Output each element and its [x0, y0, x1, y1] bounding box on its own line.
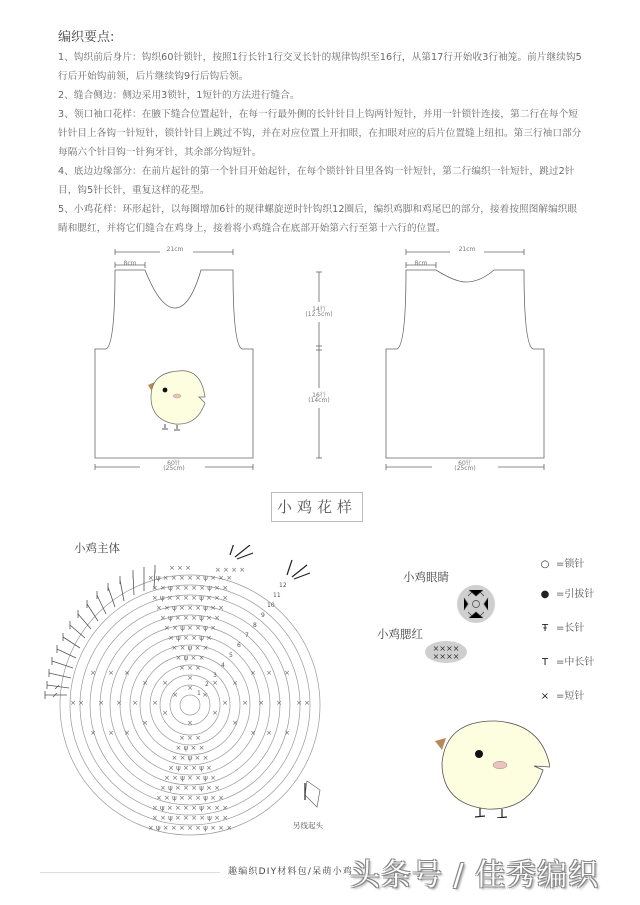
- back-bottom-stitches: 60针: [458, 460, 472, 467]
- svg-text:×: ×: [304, 699, 310, 707]
- back-piece-outline: [370, 240, 570, 480]
- spiral-stitch-chart: [35, 545, 335, 840]
- svg-text:×: ×: [250, 729, 256, 737]
- svg-text:×: ×: [162, 709, 168, 717]
- svg-text:× × ×: × × ×: [178, 734, 202, 742]
- front-shoulder-width: 8cm: [123, 260, 137, 267]
- legend-label: =引拔针: [556, 589, 595, 600]
- svg-text:×: ×: [152, 699, 158, 707]
- start-note: 另线起头: [293, 821, 323, 830]
- footer-caption: 趣编织DIY材料包/呆萌小鸡: [228, 867, 353, 877]
- svg-text:× × ψ × × × × ψ × ×: × × ψ × × × × ψ × ×: [151, 584, 229, 592]
- svg-text:×: ×: [187, 684, 193, 692]
- svg-text:×: ×: [172, 691, 178, 699]
- double-crochet-icon: Ŧ: [541, 623, 549, 634]
- back-bottom-width: (25cm): [454, 465, 476, 472]
- svg-text:×: ×: [232, 719, 238, 727]
- svg-text:×: ×: [202, 691, 208, 699]
- svg-text:× × × ×: × × × ×: [214, 566, 246, 574]
- svg-text:11: 11: [273, 592, 281, 599]
- chick-illustration-front: [148, 371, 205, 430]
- svg-text:× ψ × × × ψ × ×: × ψ × × × ψ × ×: [159, 784, 221, 792]
- legend-label: =锁针: [556, 559, 585, 570]
- svg-text:× × ψ × × ψ ×: × × ψ × × ψ ×: [164, 624, 216, 632]
- chain-stitch-icon: ○: [540, 559, 550, 570]
- front-lower-cm: (14cm): [308, 397, 330, 404]
- slip-stitch-icon: ●: [540, 589, 550, 600]
- svg-text:×: ×: [232, 679, 238, 687]
- svg-text:× ψ × × ψ ×: × ψ × × ψ ×: [168, 634, 212, 642]
- svg-text:×: ×: [284, 729, 290, 737]
- front-upper-cm: (12.5cm): [305, 311, 333, 318]
- svg-text:×: ×: [132, 699, 138, 707]
- instruction-item-3: 3、领口袖口花样：在腋下缝合位置起针，在每一行最外侧的长针针目上钩两针短针，并用一针锁针连接，第二行在每个短针针目上各钩一针短针，锁针针目上跳过不钩，并在对应位置上开扣眼，在扣眼对应的后片位置缝上纽扣。第三行袖口部分每隔六个针目钩一针狗牙针，其余部分钩短针。: [58, 109, 582, 158]
- svg-text:8: 8: [253, 622, 257, 629]
- legend-label: =短针: [556, 691, 585, 702]
- chick-cheek-chart: [424, 640, 468, 664]
- instruction-item-1: 1、钩织前后身片：钩织60针锁针，按照1行长针1行交叉长针的规律钩织至16行，从第17行开始收3行袖笼。前片继续钩5行后开始钩前领，后片继续钩9行后钩后领。: [58, 52, 582, 82]
- svg-text:×: ×: [250, 669, 256, 677]
- svg-text:×: ×: [222, 699, 228, 707]
- svg-text:×: ×: [258, 699, 264, 707]
- front-lower-rows: 16行: [312, 392, 326, 399]
- svg-text:2: 2: [205, 681, 209, 688]
- svg-text:×: ×: [108, 729, 114, 737]
- front-piece-diagram: [85, 240, 345, 480]
- svg-text:× × ψ × ×: × × ψ × ×: [171, 754, 209, 762]
- svg-text:×: ×: [98, 699, 104, 707]
- svg-text:× ψ × × × × × ψ × × ×: × ψ × × × × × ψ × × ×: [147, 824, 233, 832]
- svg-text:×: ×: [78, 699, 84, 707]
- front-piece-outline: [85, 240, 345, 480]
- svg-text:7: 7: [245, 632, 249, 639]
- back-shoulder-width: 8cm: [414, 260, 428, 267]
- svg-text:×: ×: [108, 669, 114, 677]
- legend-label: =长针: [556, 623, 585, 634]
- pattern-section-title: 小鸡花样: [271, 492, 363, 522]
- svg-text:×: ×: [187, 674, 193, 682]
- svg-text:4: 4: [221, 662, 225, 669]
- footer-divider: [40, 872, 220, 873]
- svg-text:× × ×: × × ×: [168, 564, 192, 572]
- legend-half-double-crochet: [538, 653, 594, 668]
- svg-text:12: 12: [279, 582, 287, 589]
- svg-text:×: ×: [90, 669, 96, 677]
- svg-text:×: ×: [124, 669, 130, 677]
- svg-text:×: ×: [142, 719, 148, 727]
- svg-text:× ψ × × × × ψ × × ×: × ψ × × × × ψ × × ×: [151, 594, 229, 602]
- svg-text:×: ×: [266, 669, 272, 677]
- legend-label: =中长针: [556, 657, 595, 668]
- front-top-width: 21cm: [166, 246, 184, 253]
- chick-eye-label: 小鸡眼睛: [403, 570, 449, 584]
- svg-text:× × ψ × × ψ ×: × × ψ × × ψ ×: [164, 774, 216, 782]
- svg-text:3: 3: [213, 672, 217, 679]
- tail-fringe: [45, 565, 155, 699]
- svg-text:×: ×: [242, 699, 248, 707]
- svg-text:×: ×: [212, 679, 218, 687]
- chick-illustration-large: [430, 708, 550, 818]
- svg-text:5: 5: [229, 652, 233, 659]
- svg-text:××××: ××××: [432, 644, 460, 653]
- legend-double-crochet: [538, 619, 584, 634]
- svg-text:×: ×: [266, 729, 272, 737]
- svg-text:×: ×: [276, 699, 282, 707]
- instruction-item-4: 4、底边边缘部分：在前片起针的第一个针目开始起针，在每个锁针针目里各钩一针短针，第二行编织一针短针，跳过2针目，钩5针长针，重复这样的花型。: [58, 166, 575, 196]
- svg-text:× × ψ × × × ψ × ×: × × ψ × × × ψ × ×: [155, 604, 225, 612]
- svg-text:×: ×: [212, 709, 218, 717]
- svg-text:×: ×: [90, 729, 96, 737]
- instruction-item-2: 2、缝合侧边：侧边采用3锁针，1短针的方法进行缝合。: [58, 90, 300, 101]
- svg-text:× ψ × × ψ ×: × ψ × × ψ ×: [168, 764, 212, 772]
- svg-text:× × ψ × × × × ψ × ×: × × ψ × × × × ψ × ×: [151, 814, 229, 822]
- svg-text:× ψ × × × × ψ × × ×: × ψ × × × × ψ × × ×: [151, 804, 229, 812]
- back-piece-diagram: [370, 240, 570, 480]
- svg-text:× × ×: × × ×: [178, 664, 202, 672]
- svg-text:×: ×: [187, 719, 193, 727]
- legend-single-crochet: [538, 687, 584, 702]
- svg-text:×: ×: [142, 679, 148, 687]
- svg-text:×: ×: [284, 669, 290, 677]
- instructions-heading: 编织要点:: [58, 30, 115, 45]
- svg-text:× × ψ × ×: × × ψ × ×: [171, 644, 209, 652]
- front-bottom-width: (25cm): [163, 465, 185, 472]
- legend-chain-stitch: [538, 555, 584, 570]
- svg-text:× ψ × ×: × ψ × ×: [175, 654, 205, 662]
- svg-text:×: ×: [124, 729, 130, 737]
- back-top-width: 21cm: [458, 246, 476, 253]
- chick-body-chart: [35, 545, 335, 840]
- svg-text:×: ×: [70, 699, 76, 707]
- svg-text:10: 10: [267, 602, 275, 609]
- chick-cheek-label: 小鸡腮红: [377, 627, 423, 641]
- svg-text:××××: ××××: [432, 652, 460, 661]
- legend-slip-stitch: [538, 585, 594, 600]
- chick-body-label: 小鸡主体: [74, 541, 120, 555]
- svg-text:× ψ × × × ψ × ×: × ψ × × × ψ × ×: [159, 614, 221, 622]
- single-crochet-icon: ×: [540, 691, 550, 702]
- tail-start: [305, 781, 320, 807]
- watermark: 头条号 / 佳秀编织: [350, 858, 600, 893]
- svg-text:× × ψ × × × ψ × ×: × × ψ × × × ψ × ×: [155, 794, 225, 802]
- instruction-item-5: 5、小鸡花样：环形起针，以每圈增加6针的规律螺旋逆时针钩织12圈后，编织鸡脚和鸡尾巴的部分，接着按照图解编织眼睛和腮红，并将它们缝合在鸡身上，接着将小鸡缝合在底部开始第六行至第十六行的位置。: [58, 204, 578, 234]
- svg-text:1: 1: [197, 690, 201, 697]
- svg-text:× ψ × × × × × ψ × × ×: × ψ × × × × × ψ × × ×: [147, 574, 233, 582]
- svg-text:×: ×: [116, 699, 122, 707]
- svg-text:× ψ × ×: × ψ × ×: [175, 744, 205, 752]
- svg-text:6: 6: [237, 642, 241, 649]
- svg-text:9: 9: [261, 612, 265, 619]
- front-bottom-stitches: 60针: [167, 460, 181, 467]
- half-double-crochet-icon: T: [541, 657, 549, 668]
- svg-text:×: ×: [296, 699, 302, 707]
- front-upper-rows: 14行: [312, 306, 326, 313]
- svg-text:×: ×: [162, 679, 168, 687]
- chick-eye-chart: [456, 584, 496, 624]
